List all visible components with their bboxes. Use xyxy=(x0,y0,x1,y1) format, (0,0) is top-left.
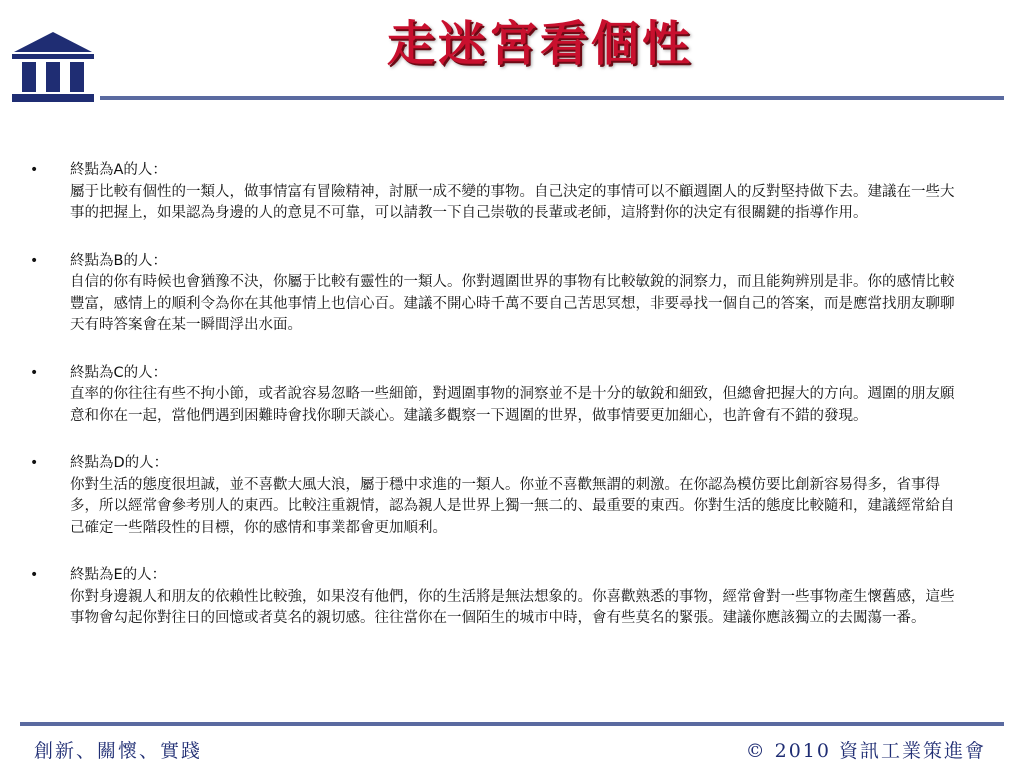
item-description: 屬于比較有個性的一類人，做事情富有冒險精神，討厭一成不變的事物。自己決定的事情可以不顧週圍人的反對堅持做下去。建議在一些大事的把握上，如果認為身邊的人的意見不可靠，可以請教一下自己崇敬的長輩或老師，這將對你的決定有很關鍵的指導作用。 xyxy=(70,183,955,221)
footer-divider xyxy=(20,722,1004,726)
item-description: 自信的你有時候也會猶豫不決，你屬于比較有靈性的一類人。你對週圍世界的事物有比較敏銳的洞察力，而且能夠辨別是非。你的感情比較豐富，感情上的順利令為你在其他事情上也信心百。建議不開心時千萬不要自己苦思冥想，非要尋找一個自己的答案，而是應當找朋友聊聊天有時答案會在某一瞬間浮出水面。 xyxy=(70,274,955,333)
item-label: 終點為A的人： xyxy=(70,162,167,178)
bullet: • xyxy=(30,252,39,269)
item-label: 終點為C的人： xyxy=(70,364,168,381)
list-item xyxy=(30,363,965,428)
bullet: • xyxy=(30,364,39,381)
list-item xyxy=(30,251,965,337)
item-description: 直率的你往往有些不拘小節，或者說容易忽略一些細節，對週圍事物的洞察並不是十分的敏銳和細致，但總會把握大的方向。週圍的朋友願意和你在一起，當他們遇到困難時會找你聊天談心。建議多觀察一下週圍的世界，做事情要更加細心，也許會有不錯的發現。 xyxy=(70,386,955,424)
item-description: 你對生活的態度很坦誠，並不喜歡大風大浪，屬于穩中求進的一類人。你並不喜歡無謂的刺激。在你認為模仿要比創新容易得多，省事得多，所以經常會參考別人的東西。比較注重親情，認為親人是世界上獨一無二的、最重要的東西。你對生活的態度比較隨和，建議經常給自己確定一些階段性的目標，你的感情和事業都會更加順利。 xyxy=(70,476,955,536)
bullet: • xyxy=(30,567,39,583)
footer-copyright: © 2010 資訊工業策進會 xyxy=(745,740,986,762)
header-divider xyxy=(100,96,1004,100)
item-label: 終點為E的人： xyxy=(70,567,167,583)
bullet: • xyxy=(30,455,39,471)
page-title: 走迷宮看個性 xyxy=(386,16,693,72)
bullet: • xyxy=(30,162,39,178)
list-item xyxy=(30,565,965,630)
result-list xyxy=(30,160,965,656)
item-label: 終點為D的人： xyxy=(70,455,169,471)
item-label: 終點為B的人： xyxy=(70,252,167,269)
item-description: 你對身邊親人和朋友的依賴性比較強，如果沒有他們，你的生活將是無法想象的。你喜歡熟悉的事物，經常會對一些事物產生懷舊感，這些事物會勾起你對往日的回憶或者莫名的親切感。往往當你在一個陌生的城市中時，會有些莫名的緊張。建議你應該獨立的去闖蕩一番。 xyxy=(70,588,955,626)
footer-motto: 創新、關懷、實踐 xyxy=(34,740,203,762)
list-item xyxy=(30,453,965,539)
list-item xyxy=(30,160,965,225)
